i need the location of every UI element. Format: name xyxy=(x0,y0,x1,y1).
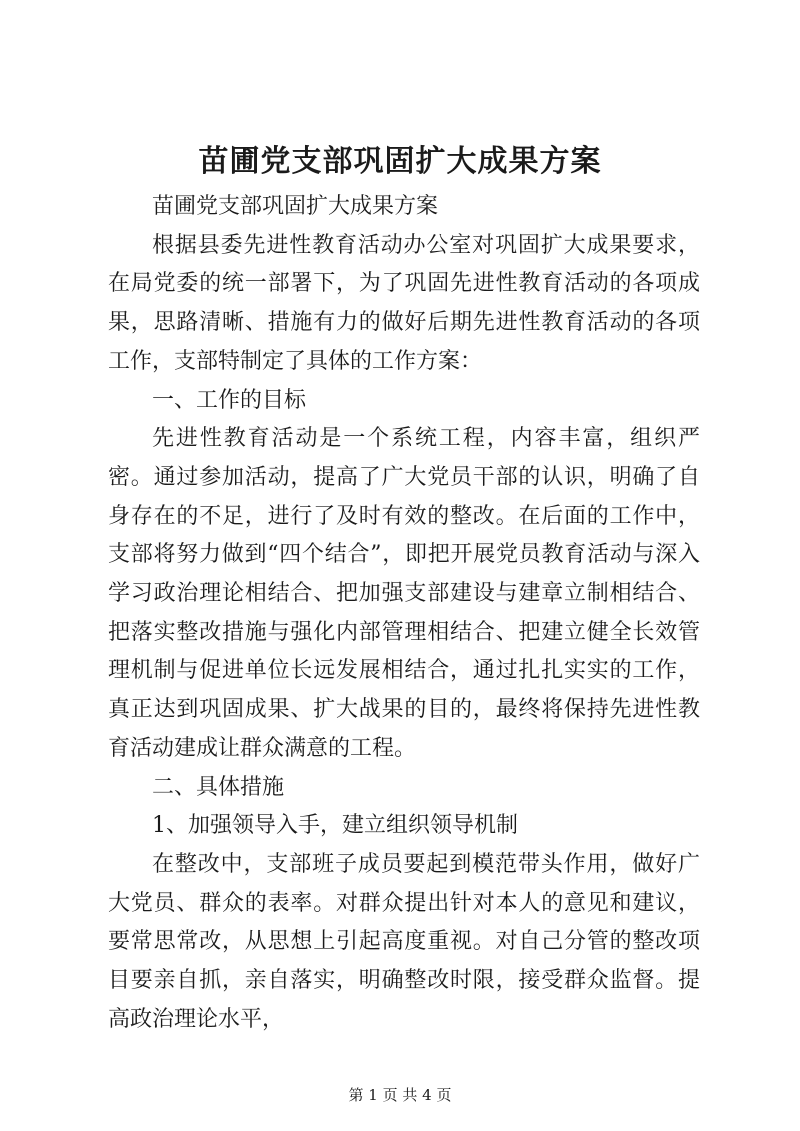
measure-item-heading: 1、加强领导入手，建立组织领导机制 xyxy=(152,813,518,839)
document-body xyxy=(108,188,700,1039)
intro-paragraph: 根据县委先进性教育活动办公室对巩固扩大成果要求，在局党委的统一部署下，为了巩固先进性教育活动的各项成果，思路清晰、措施有力的做好后期先进性教育活动的各项工作，支部特制定了具体的工作方案： xyxy=(108,232,700,374)
section-heading-measures: 二、具体措施 xyxy=(152,774,285,800)
page-footer: 第 1 页 共 4 页 xyxy=(348,1086,452,1104)
section-heading-goals: 一、工作的目标 xyxy=(152,387,307,413)
page-title: 苗圃党支部巩固扩大成果方案 xyxy=(198,144,602,179)
measures-paragraph: 在整改中，支部班子成员要起到模范带头作用，做好广大党员、群众的表率。对群众提出针对本人的意见和建议，要常思常改，从思想上引起高度重视。对自己分管的整改项目要亲自抓，亲自落实，明确整改时限，接受群众监督。提高政治理论水平， xyxy=(108,851,700,1032)
goals-paragraph: 先进性教育活动是一个系统工程，内容丰富，组织严密。通过参加活动，提高了广大党员干部的认识，明确了自身存在的不足，进行了及时有效的整改。在后面的工作中，支部将努力做到“四个结合”，即把开展党员教育活动与深入学习政治理论相结合、把加强支部建设与建章立制相结合、把落实整改措施与强化内部管理相结合、把建立健全长效管理机制与促进单位长远发展相结合，通过扎扎实实的工作，真正达到巩固成果、扩大战果的目的，最终将保持先进性教育活动建成让群众满意的工程。 xyxy=(108,426,700,761)
document-subtitle: 苗圃党支部巩固扩大成果方案 xyxy=(152,194,439,219)
